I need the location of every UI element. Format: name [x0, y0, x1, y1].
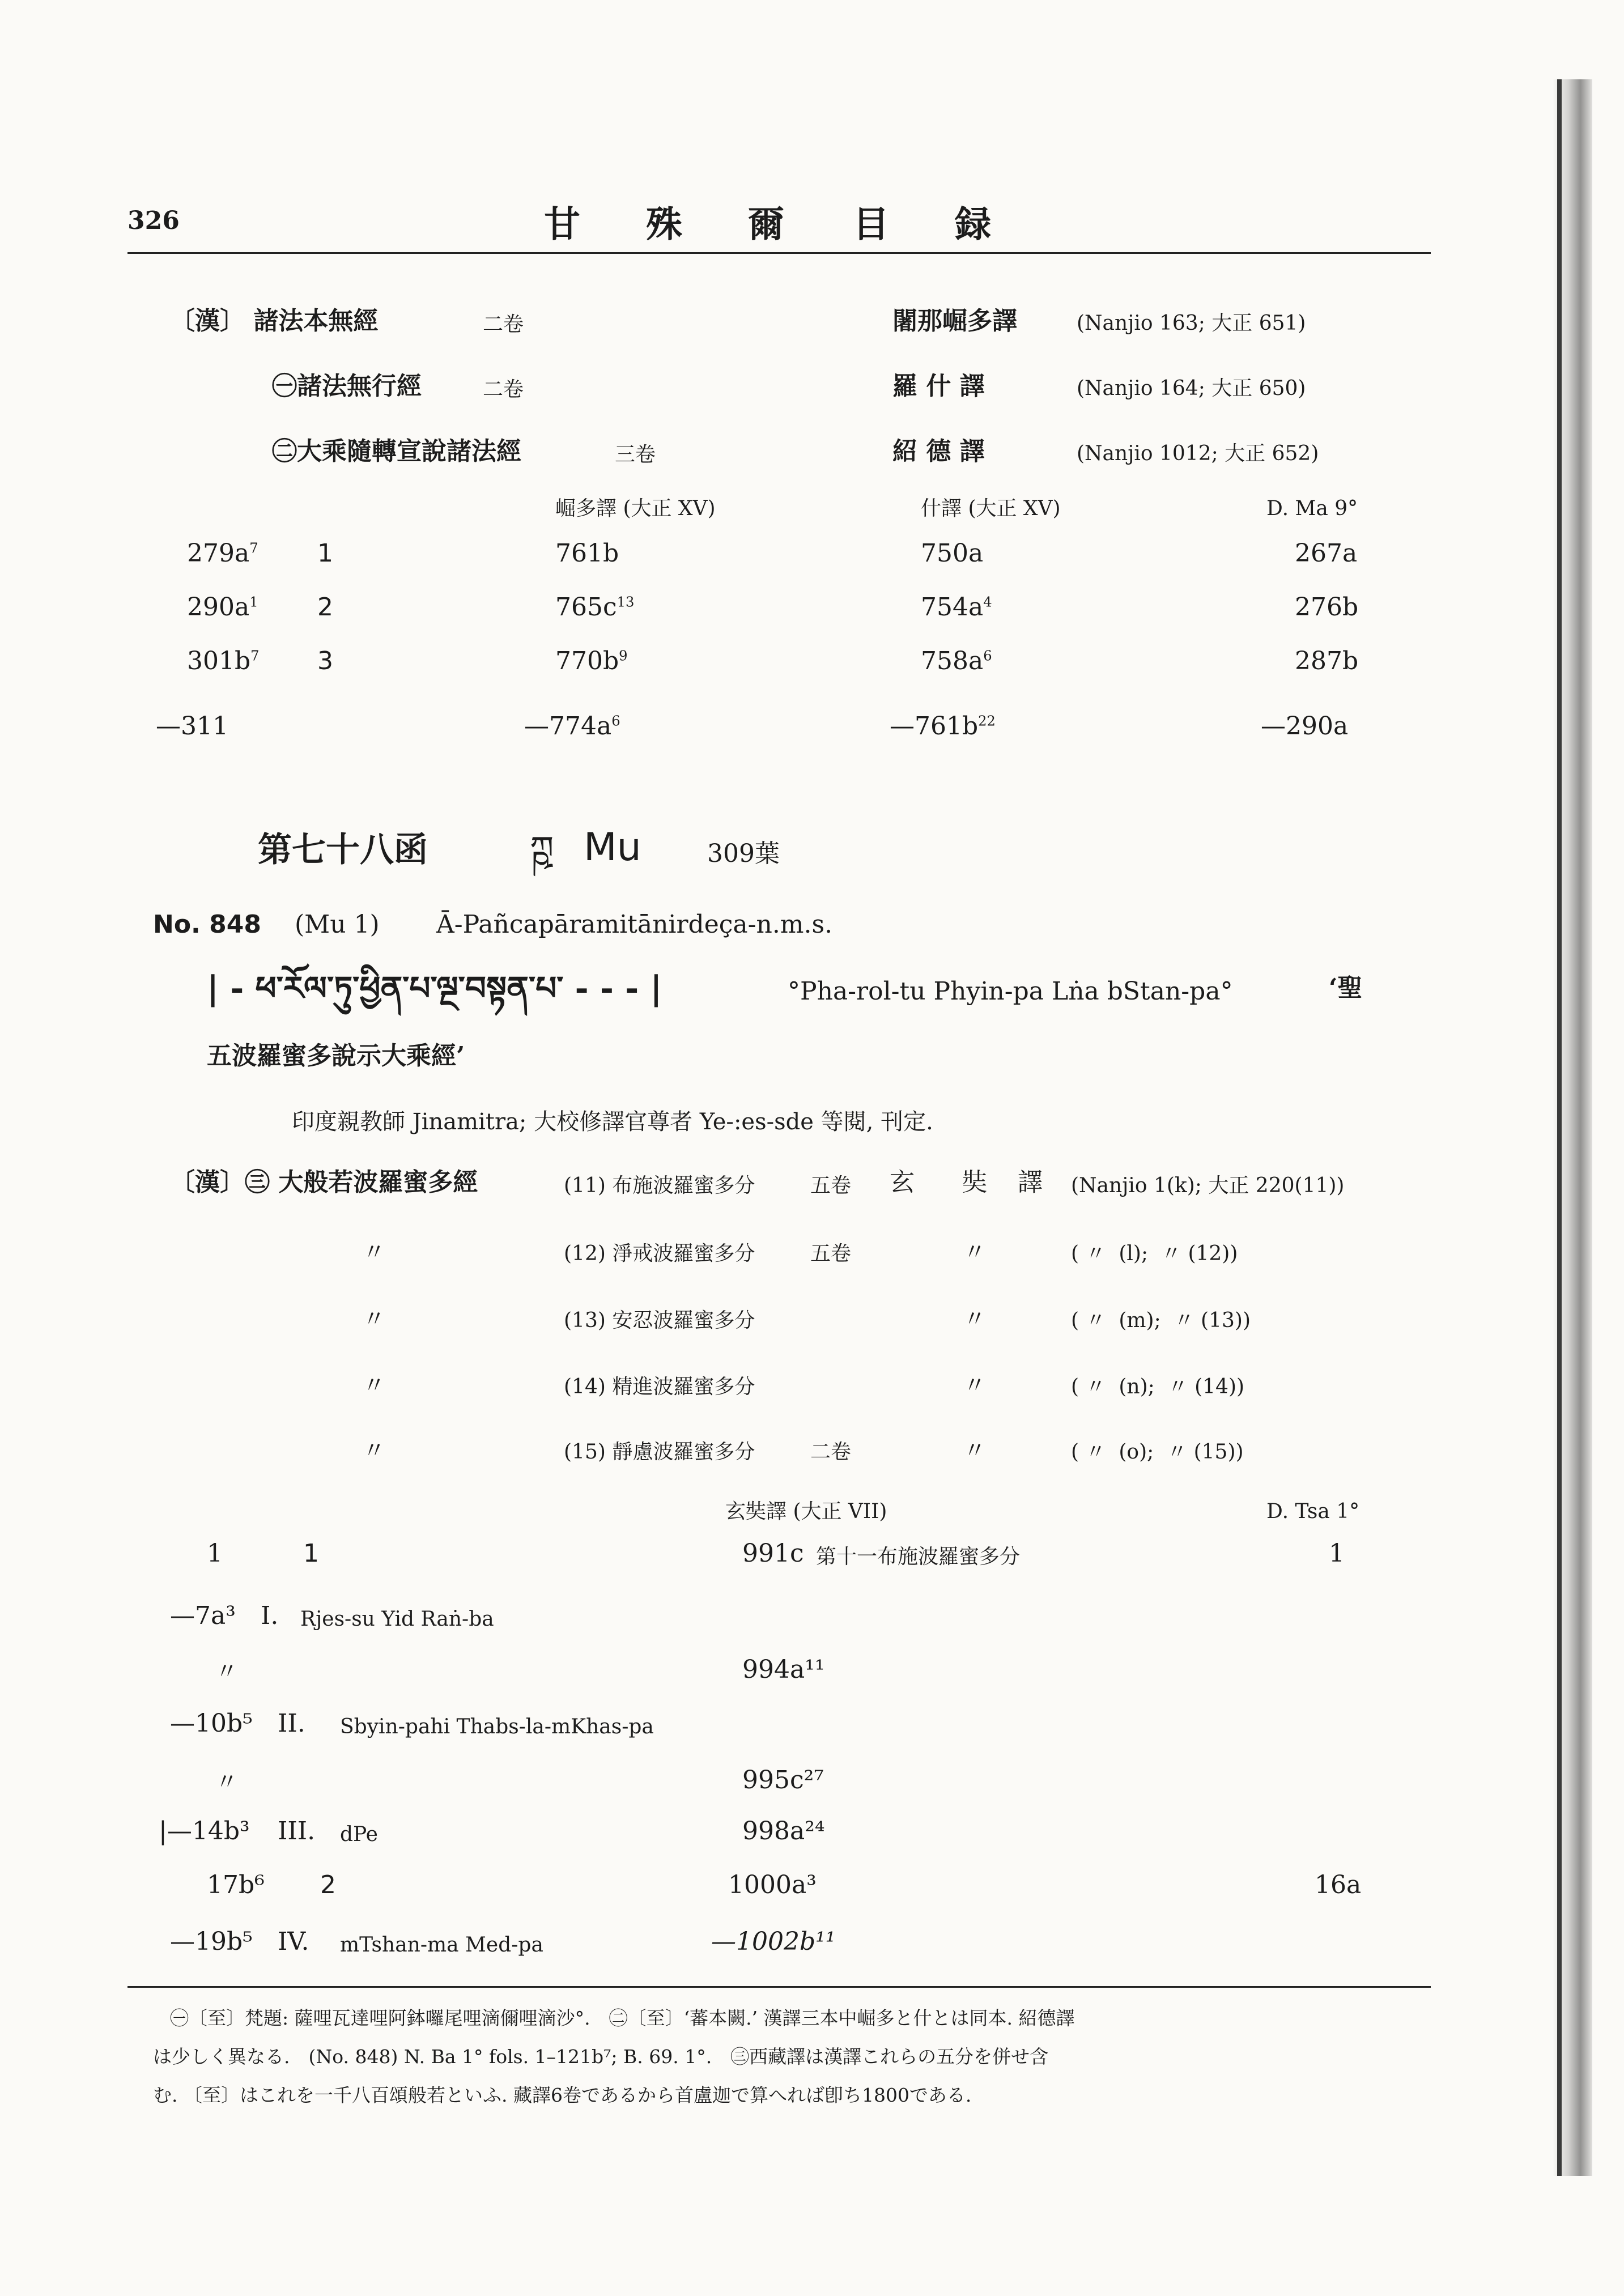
header-title-char: 目	[853, 203, 889, 246]
parallels-ref: ( 〃 (m); 〃 (13))	[1071, 1309, 1251, 1332]
parallels-translator: 玄 奘 譯	[890, 1168, 1054, 1197]
parallels-part: (11) 布施波羅蜜多分	[564, 1174, 755, 1197]
parallels-vol: 五卷	[810, 1174, 852, 1197]
table-cell: 995c²⁷	[742, 1766, 824, 1795]
parallels-ref: ( 〃 (o); 〃 (15))	[1071, 1440, 1244, 1464]
parallels-ref: ( 〃 (l); 〃 (12))	[1071, 1242, 1238, 1265]
entry-number: No. 848	[153, 910, 261, 939]
table-cell: 17b⁶	[207, 1870, 265, 1899]
header-title-char: 録	[955, 203, 991, 246]
table-cell: 276b	[1295, 593, 1359, 622]
table-cell: II.	[278, 1709, 305, 1738]
table-cell: 761b	[555, 539, 619, 568]
entry-chinese-title: ‘聖	[1329, 973, 1363, 1002]
table-cell: 16a	[1315, 1870, 1362, 1899]
section-letter: Mu	[584, 825, 641, 870]
footnote-line: ㊀〔至〕梵題: 薩哩瓦達哩阿鉢囉尾哩滴儞哩滴沙°. ㊁〔至〕‘蕃本闕.’ 漢譯三本中崛多と什とは同本. 紹德譯	[170, 2007, 1075, 2029]
table-cell: $754a^4$	[921, 593, 992, 622]
parallels-ref: (Nanjio 1(k); 大正 220(11))	[1071, 1174, 1345, 1197]
col-head: 什譯 (大正 XV)	[921, 497, 1061, 520]
parallels-vol: 二卷	[810, 1440, 852, 1464]
table-cell: $—774a^6$	[524, 712, 620, 741]
header-title-char: 爾	[748, 203, 784, 246]
table-cell: $—761b^{22}$	[890, 712, 996, 741]
col-head: D. Tsa 1°	[1266, 1500, 1360, 1523]
chapter-title: Sbyin-pahi Thabs-la-mKhas-pa	[340, 1715, 654, 1738]
parallel-vol: 三卷	[615, 443, 656, 466]
table-cell: III.	[278, 1817, 316, 1846]
entry-tibetan-title: | - ཕ་རོལ་ཏུ་ཕྱིན་པ་ལྔ་བསྟན་པ་ - - - |	[207, 969, 662, 1007]
parallel-label: ㊁大乘隨轉宣說諸法經	[272, 437, 521, 466]
table-cell: 1	[303, 1539, 319, 1568]
parallels-part: (13) 安忍波羅蜜多分	[564, 1309, 755, 1332]
table-cell: 3	[317, 647, 333, 675]
parallels-part: (15) 靜慮波羅蜜多分	[564, 1440, 755, 1464]
chapter-title: Rjes-su Yid Raṅ-ba	[300, 1608, 494, 1631]
parallel-vol: 二卷	[483, 313, 524, 336]
table-cell: |—14b³	[159, 1817, 250, 1846]
parallel-translator: 闍那崛多譯	[892, 307, 1017, 335]
table-cell: 267a	[1295, 539, 1358, 568]
ditto-mark: 〃	[963, 1239, 986, 1265]
table-cell: 991c	[742, 1539, 804, 1568]
entry-sanskrit-title: Ā-Pañcapāramitānirdeça-n.m.s.	[436, 910, 833, 939]
entry-transliteration: °Pha-rol-tu Phyin-pa Lṅa bStan-pa°	[788, 977, 1233, 1006]
parallel-translator: 羅 什 譯	[892, 372, 985, 401]
ditto-mark: 〃	[363, 1239, 385, 1265]
table-cell: 2	[320, 1870, 336, 1899]
parallel-ref: (Nanjio 163; 大正 651)	[1077, 312, 1306, 335]
table-cell: 1	[1329, 1539, 1345, 1568]
parallel-vol: 二卷	[483, 378, 524, 401]
parallels-part: (14) 精進波羅蜜多分	[564, 1375, 755, 1398]
ditto-mark: 〃	[963, 1306, 986, 1332]
entry-translators: 印度親教師 Jinamitra; 大校修譯官尊者 Ye-:es-sde 等閱, 刊定.	[292, 1109, 933, 1135]
table-cell: $279a^7$	[187, 539, 258, 568]
header-title-char: 甘	[544, 203, 580, 246]
parallel-label: ㊀諸法無行經	[272, 372, 422, 401]
table-cell: —7a³	[170, 1601, 236, 1630]
col-head: 玄奘譯 (大正 VII)	[725, 1500, 887, 1523]
table-cell: 2	[317, 593, 333, 622]
section-title: 第七十八函	[258, 830, 428, 870]
parallels-ref: ( 〃 (n); 〃 (14))	[1071, 1375, 1245, 1398]
ditto-mark: 〃	[963, 1372, 986, 1398]
table-cell: 287b	[1295, 647, 1359, 675]
footnote-rule	[127, 1986, 1431, 1988]
table-cell: 1000a³	[728, 1870, 817, 1899]
table-cell: 1	[317, 539, 333, 568]
header-rule	[127, 252, 1431, 254]
table-cell: $290a^1$	[187, 593, 258, 622]
footnote-line: む. 〔至〕はこれを一千八百頌般若といふ. 藏譯6卷であるから首盧迦で算へれば卽ち1800である.	[153, 2084, 972, 2106]
ditto-mark: 〃	[963, 1438, 986, 1464]
table-cell: —10b⁵	[170, 1709, 253, 1738]
parallels-part: (12) 淨戒波羅蜜多分	[564, 1242, 755, 1265]
ditto-mark: 〃	[363, 1438, 385, 1464]
col-head: D. Ma 9°	[1266, 497, 1358, 520]
table-cell: $770b^9$	[555, 647, 628, 675]
parallel-label: 〔漢〕 諸法本無經	[170, 307, 379, 335]
table-cell: $758a^6$	[921, 647, 992, 675]
table-cell: —1002b¹¹	[711, 1927, 836, 1956]
parallel-ref: (Nanjio 164; 大正 650)	[1077, 377, 1306, 400]
table-cell: 998a²⁴	[742, 1817, 825, 1846]
page-edge-line	[1557, 79, 1562, 2176]
table-cell: —19b⁵	[170, 1927, 253, 1956]
entry-chinese-title: 五波羅蜜多說示大乘經’	[207, 1041, 465, 1070]
table-cell: 994a¹¹	[742, 1655, 825, 1684]
chapter-title: mTshan-ma Med-pa	[340, 1933, 543, 1957]
table-cell: —311	[156, 712, 228, 741]
parallels-label: 〔漢〕㊂ 大般若波羅蜜多經	[170, 1168, 478, 1197]
table-cell: 750a	[921, 539, 984, 568]
table-cell: 1	[207, 1539, 223, 1568]
footnote-line: は少しく異なる. (No. 848) N. Ba 1° fols. 1–121b⁷; B. 69. 1°. ㊂西藏譯は漢譯これらの五分を併せ含	[153, 2046, 1049, 2068]
ditto-mark: 〃	[363, 1372, 385, 1398]
parallel-translator: 紹 德 譯	[892, 437, 985, 466]
parallel-ref: (Nanjio 1012; 大正 652)	[1077, 442, 1319, 465]
ditto-mark: 〃	[215, 1659, 238, 1685]
ditto-mark: 〃	[215, 1769, 238, 1795]
page-number: 326	[127, 206, 180, 235]
table-cell: IV.	[278, 1927, 309, 1956]
entry-mu-ref: (Mu 1)	[295, 910, 380, 939]
header-title-char: 殊	[646, 203, 682, 246]
table-cell: I.	[261, 1601, 279, 1630]
parallels-vol: 五卷	[810, 1242, 852, 1265]
chapter-title: dPe	[340, 1823, 378, 1846]
table-note: 第十一布施波羅蜜多分	[816, 1545, 1021, 1568]
table-cell: —290a	[1261, 712, 1349, 741]
tibetan-letter: ཀྵ	[530, 829, 554, 869]
ditto-mark: 〃	[363, 1306, 385, 1332]
table-cell: $765c^{13}$	[555, 593, 635, 622]
table-cell: $301b^7$	[187, 647, 260, 675]
col-head: 崛多譯 (大正 XV)	[555, 497, 716, 520]
section-leaves: 309葉	[707, 839, 780, 868]
